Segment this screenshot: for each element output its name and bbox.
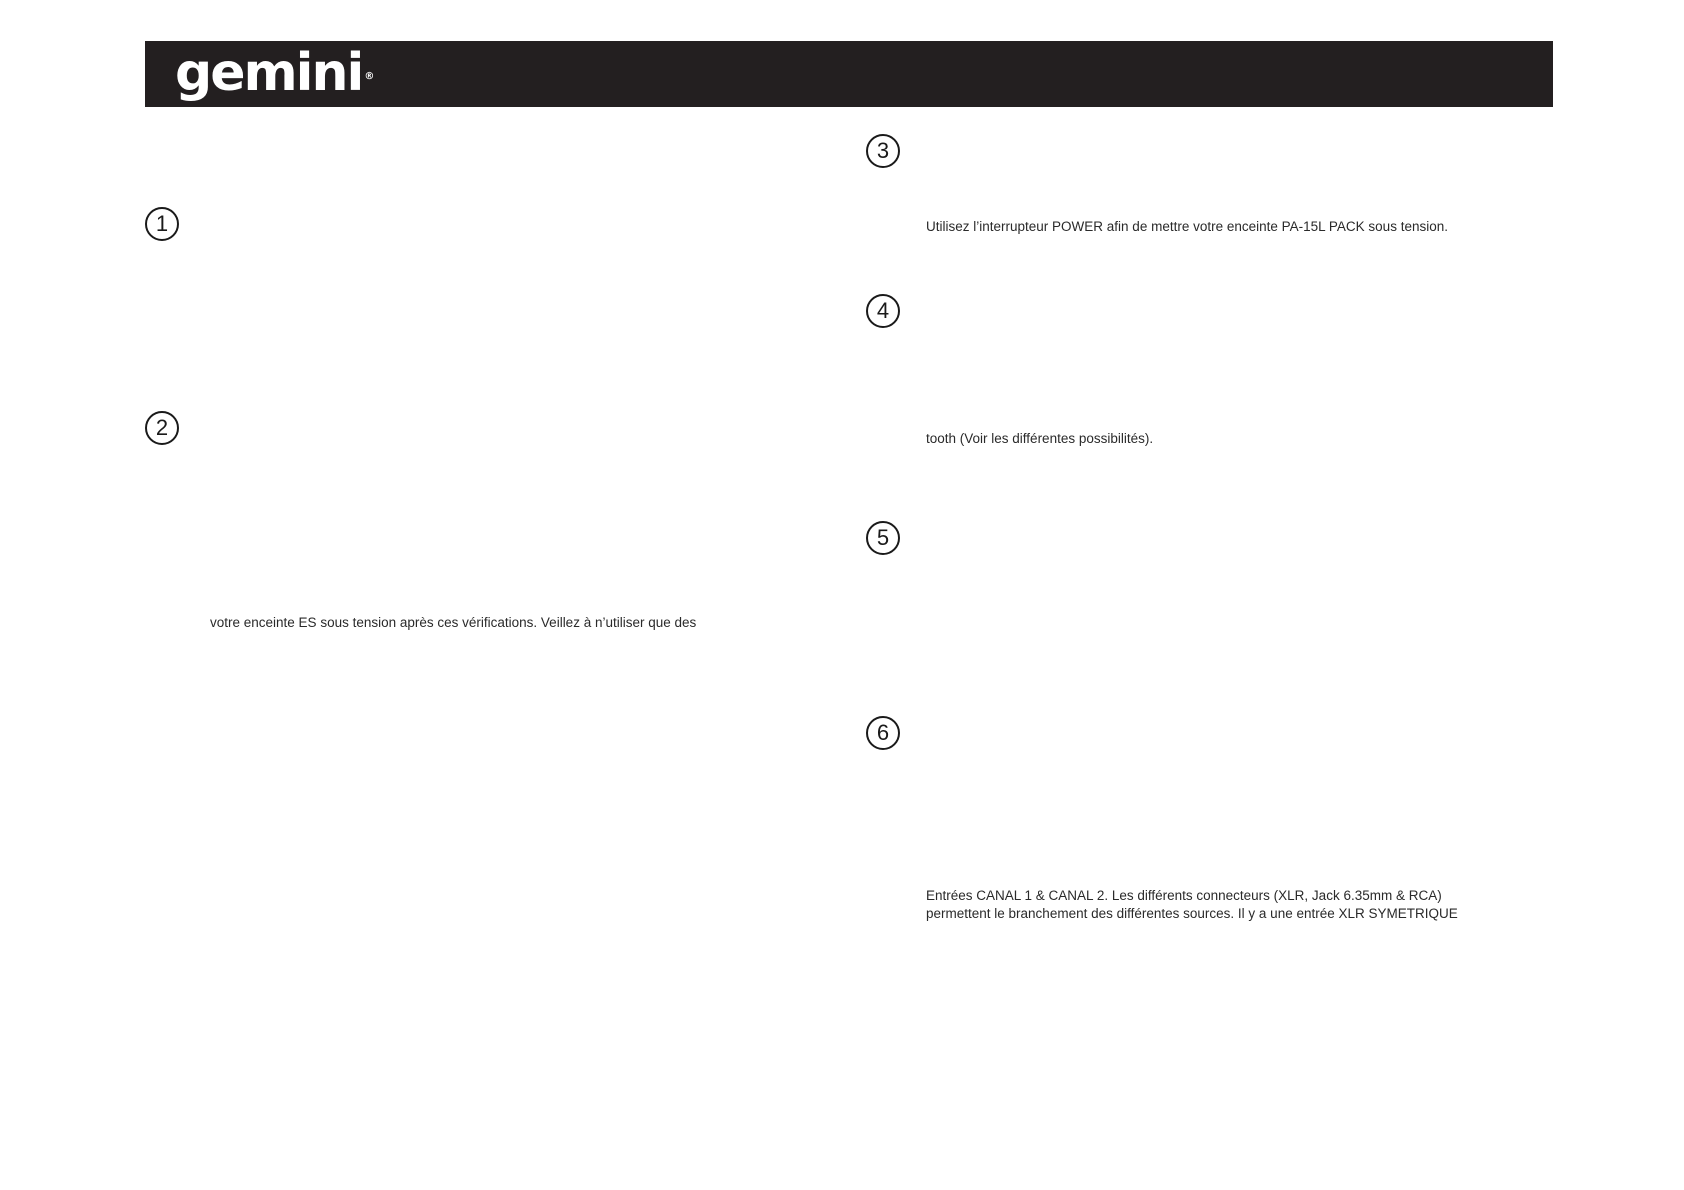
header-bar <box>145 41 1553 107</box>
step-4-badge: 4 <box>866 294 900 328</box>
registered-mark: ® <box>364 71 375 82</box>
step-5-badge: 5 <box>866 521 900 555</box>
step-2-text-line: votre enceinte ES sous tension après ces vérifications. Veillez à n’utiliser que des <box>210 615 697 630</box>
step-4-text-line: tooth (Voir les différentes possibilités). <box>926 431 1154 446</box>
gemini-logo <box>175 43 374 103</box>
step-6-badge: 6 <box>866 716 900 750</box>
step-6-text-line-2: permettent le branchement des différentes sources. Il y a une entrée XLR SYMETRIQUE <box>926 906 1458 921</box>
step-6-text-line-1: Entrées CANAL 1 & CANAL 2. Les différents connecteurs (XLR, Jack 6.35mm & RCA) <box>926 888 1442 903</box>
step-1-badge: 1 <box>145 207 179 241</box>
step-2-badge: 2 <box>145 411 179 445</box>
step-3-text-line: Utilisez l’interrupteur POWER afin de mettre votre enceinte PA-15L PACK sous tension. <box>926 219 1448 234</box>
logo-text: gemini <box>175 43 363 103</box>
step-3-badge: 3 <box>866 134 900 168</box>
